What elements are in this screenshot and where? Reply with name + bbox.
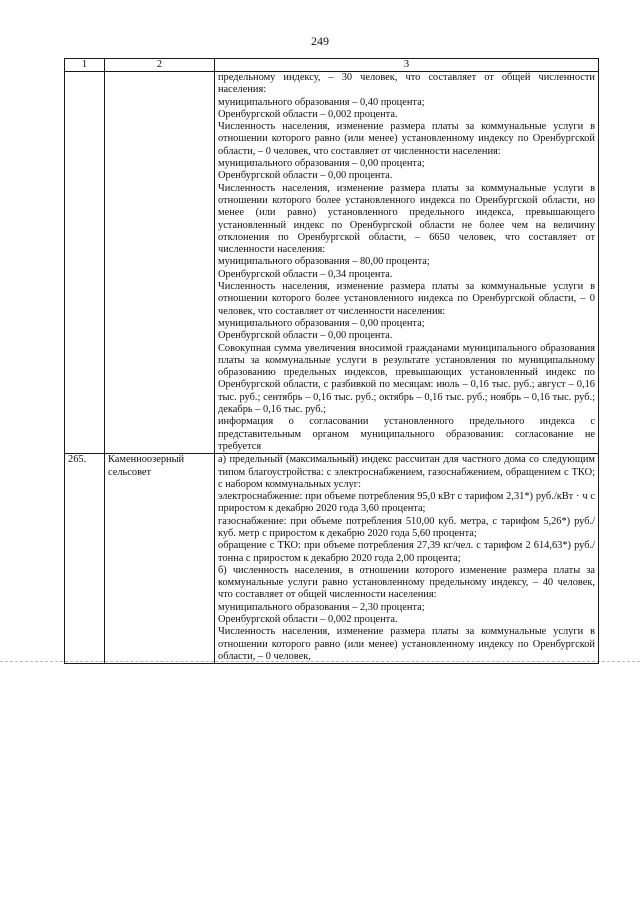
municipality-name-cell [105, 72, 215, 454]
paragraph: Оренбургской области – 0,00 процента. [218, 330, 393, 342]
description-cell [215, 72, 599, 454]
document-table [64, 58, 599, 664]
paragraph: Оренбургской области – 0,00 процента. [218, 170, 393, 182]
column-header-2: 2 [105, 59, 215, 72]
paragraph: б) численность населения, в отношении которого изменение размера платы за коммунальные услуги равно установленному предельному индексу, – 40 человек, что составляет от общей численности населения: [218, 564, 595, 601]
page-number: 249 [311, 34, 329, 48]
paragraph: муниципального образования – 2,30 процента; [218, 601, 425, 613]
table-row-continued [65, 72, 599, 454]
paragraph: а) предельный (максимальный) индекс рассчитан для частного дома со следующим типом благоустройства: с электроснабжением, газоснабжением, обращением с ТКО; с набором коммунальных услуг: [218, 454, 595, 490]
table-header-row [65, 59, 599, 72]
paragraph: электроснабжение: при объеме потребления 95,0 кВт с тарифом 2,31*) руб./кВт · ч с приростом к декабрю 2020 года 3,60 процента; [218, 491, 595, 515]
column-header-1: 1 [65, 59, 105, 72]
paragraph: Оренбургской области – 0,002 процента. [218, 614, 398, 626]
paragraph: Численность населения, изменение размера платы за коммунальные услуги в отношении которого более установленного индекса по Оренбургской области, но менее (или равно) установленного предельного индекса, превышающего установленный индекс по Оренбургской области не более чем на величину отклонения по Оренбургской области, – 6650 человек, что составляет от численности населения: [218, 182, 595, 256]
paragraph: Оренбургской области – 0,34 процента. [218, 268, 393, 280]
paragraph: информация о согласовании установленного предельного индекса с представительным органом муниципального образования: согласование не требуется [218, 416, 595, 452]
paragraph: муниципального образования – 80,00 процента; [218, 256, 430, 268]
paragraph: муниципального образования – 0,40 процента; [218, 96, 425, 108]
paragraph: газоснабжение: при объеме потребления 510,00 куб. метра, с тарифом 5,26*) руб./куб. метр с приростом к декабрю 2020 года 5,60 процента; [218, 515, 595, 539]
paragraph: муниципального образования – 0,00 процента; [218, 158, 425, 170]
paragraph: Оренбургской области – 0,002 процента. [218, 108, 398, 120]
paragraph: Численность населения, изменение размера платы за коммунальные услуги в отношении которого равно (или менее) установленному индексу по Оренбургской области, – 0 человек, что составляет от численности населения: [218, 121, 595, 157]
row-number-cell [65, 72, 105, 454]
paragraph: Численность населения, изменение размера платы за коммунальные услуги в отношении которого равно (или менее) установленному индексу по Оренбургской области, – 0 человек, [218, 626, 595, 662]
column-header-3: 3 [215, 59, 599, 72]
paragraph: предельному индексу, – 30 человек, что составляет от общей численности населения: [218, 72, 595, 96]
paragraph: Численность населения, изменение размера платы за коммунальные услуги в отношении которого более установленного индекса по Оренбургской области, – 0 человек, что составляет от численности населения: [218, 281, 595, 317]
row-number-cell: 265. [65, 454, 105, 664]
table-row-265 [65, 454, 599, 664]
paragraph: Совокупная сумма увеличения вносимой гражданами муниципального образования платы за коммунальные услуги в результате установления по муниципальному образованию предельных индексов, превышающих установленный индекс по Оренбургской области, с разбивкой по месяцам: июль – 0,16 тыс. руб.; август – 0,16 тыс. руб.; сентябрь – 0,16 тыс. руб.; октябрь – 0,16 тыс. руб.; ноябрь – 0,16 тыс. руб.; декабрь – 0,16 тыс. руб.; [218, 342, 595, 416]
municipality-name-cell: Каменноозерный сельсовет [105, 454, 215, 664]
description-cell [215, 454, 599, 664]
paragraph: обращение с ТКО: при объеме потребления 27,39 кг/чел. с тарифом 2 614,63*) руб./тонна с приростом к декабрю 2020 года 2,00 процента; [218, 540, 595, 564]
paragraph: муниципального образования – 0,00 процента; [218, 317, 425, 329]
